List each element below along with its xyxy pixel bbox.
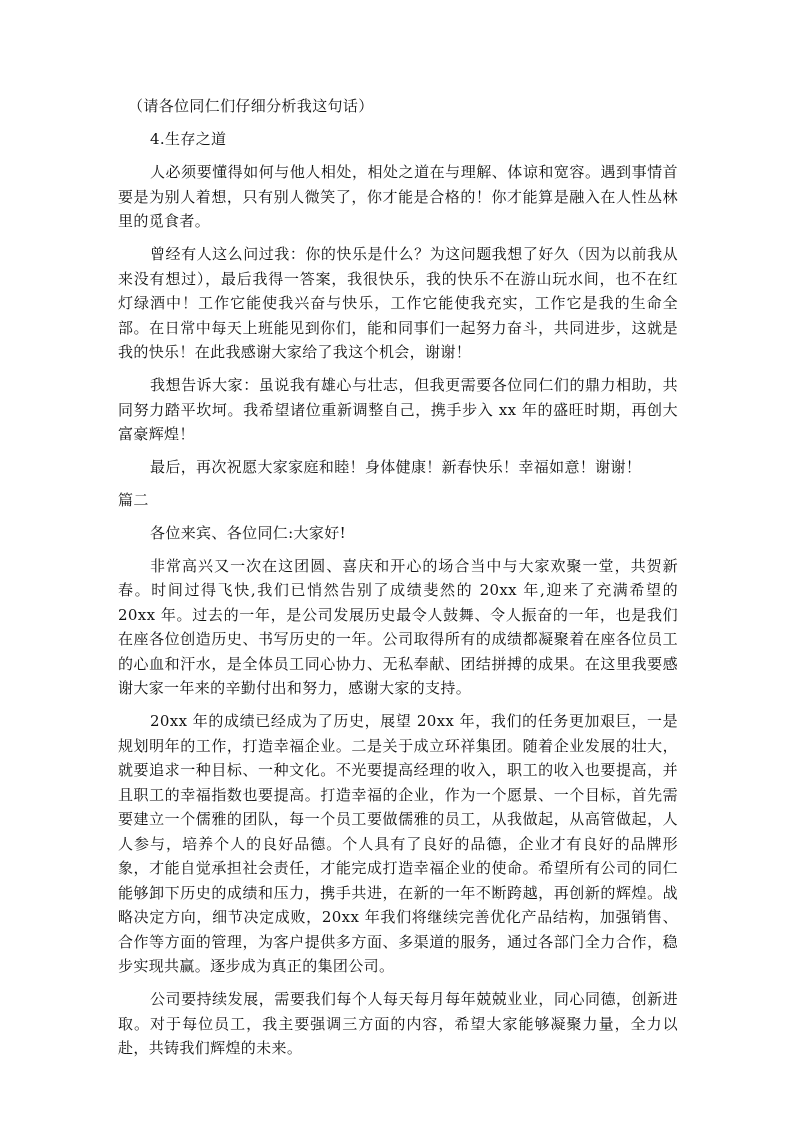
subheading-survival: 4.生存之道: [150, 130, 227, 148]
paragraph-development: 公司要持续发展，需要我们每个人每天每月每年兢兢业业，同心同德，创新进取。对于每位员工，我主要强调三方面的内容，希望大家能够凝聚力量，全力以赴，共铸我们辉煌的未来。: [118, 990, 678, 1057]
paragraph-review: 非常高兴又一次在这团圆、喜庆和开心的场合当中与大家欢聚一堂，共贺新春。时间过得飞快,我们已悄然告别了成绩斐然的 20xx 年,迎来了充满希望的 20xx 年。过去的一年，是公司发展历史最令人鼓舞、令人振奋的一年，也是我们在座各位创造历史、书写历史的一年。公司取得所有的成绩都凝聚着在座各位员工的心血和汗水，是全体员工同心协力、无私奉献、团结拼搏的成果。在这里我要感谢大家一年来的辛勤付出和努力，感谢大家的支持。: [118, 556, 678, 697]
paragraph-message: 我想告诉大家：虽说我有雄心与壮志，但我更需要各位同仁们的鼎力相助，共同努力踏平坎坷。我希望诸位重新调整自己，携手步入 xx 年的盛旺时期，再创大富豪辉煌！: [118, 376, 678, 443]
paragraph-outlook: 20xx 年的成绩已经成为了历史，展望 20xx 年，我们的任务更加艰巨，一是规划明年的工作，打造幸福企业。二是关于成立环祥集团。随着企业发展的壮大，就要追求一种目标、一种文化。不光要提高经理的收入，职工的收入也要提高，并且职工的幸福指数也要提高。打造幸福的企业，作为一个愿景、一个目标，首先需要建立一个儒雅的团队，每一个员工要做儒雅的员工，从我做起，从高管做起，人人参与，培养个人的良好品德。个人具有了良好的品德，企业才有良好的品牌形象，才能自觉承担社会责任，才能完成打造幸福企业的使命。希望所有公司的同仁能够卸下历史的成绩和压力，携手共进，在新的一年不断跨越，再创新的辉煌。战略决定方向，细节决定成败，20xx 年我们将继续完善优化产品结构，加强销售、合作等方面的管理，为客户提供多方面、多渠道的服务，通过各部门全力合作，稳步实现共赢。逐步成为真正的集团公司。: [118, 712, 678, 975]
paragraph-getting-along: 人必须要懂得如何与他人相处，相处之道在与理解、体谅和宽容。遇到事情首要是为别人着想，只有别人微笑了，你才能是合格的！你才能算是融入在人性丛林里的觅食者。: [118, 163, 678, 230]
closing-note: （请各位同仁们仔细分析我这句话）: [128, 97, 374, 115]
section-title: 篇二: [118, 490, 149, 509]
greeting: 各位来宾、各位同仁:大家好!: [150, 523, 346, 542]
document-page: [118, 94, 678, 1061]
paragraph-happiness: 曾经有人这么问过我：你的快乐是什么？为这问题我想了好久（因为以前我从来没有想过），最后我得一答案，我很快乐，我的快乐不在游山玩水间，也不在红灯绿酒中！工作它能使我兴奋与快乐，工作它能使我充实，工作它是我的生命全部。在日常中每天上班能见到你们，能和同事们一起努力奋斗，共同进步，这就是我的快乐！在此我感谢大家给了我这个机会，谢谢！: [118, 245, 678, 361]
paragraph-wishes: 最后，再次祝愿大家家庭和睦！身体健康！新春快乐！幸福如意！谢谢！: [150, 458, 642, 476]
